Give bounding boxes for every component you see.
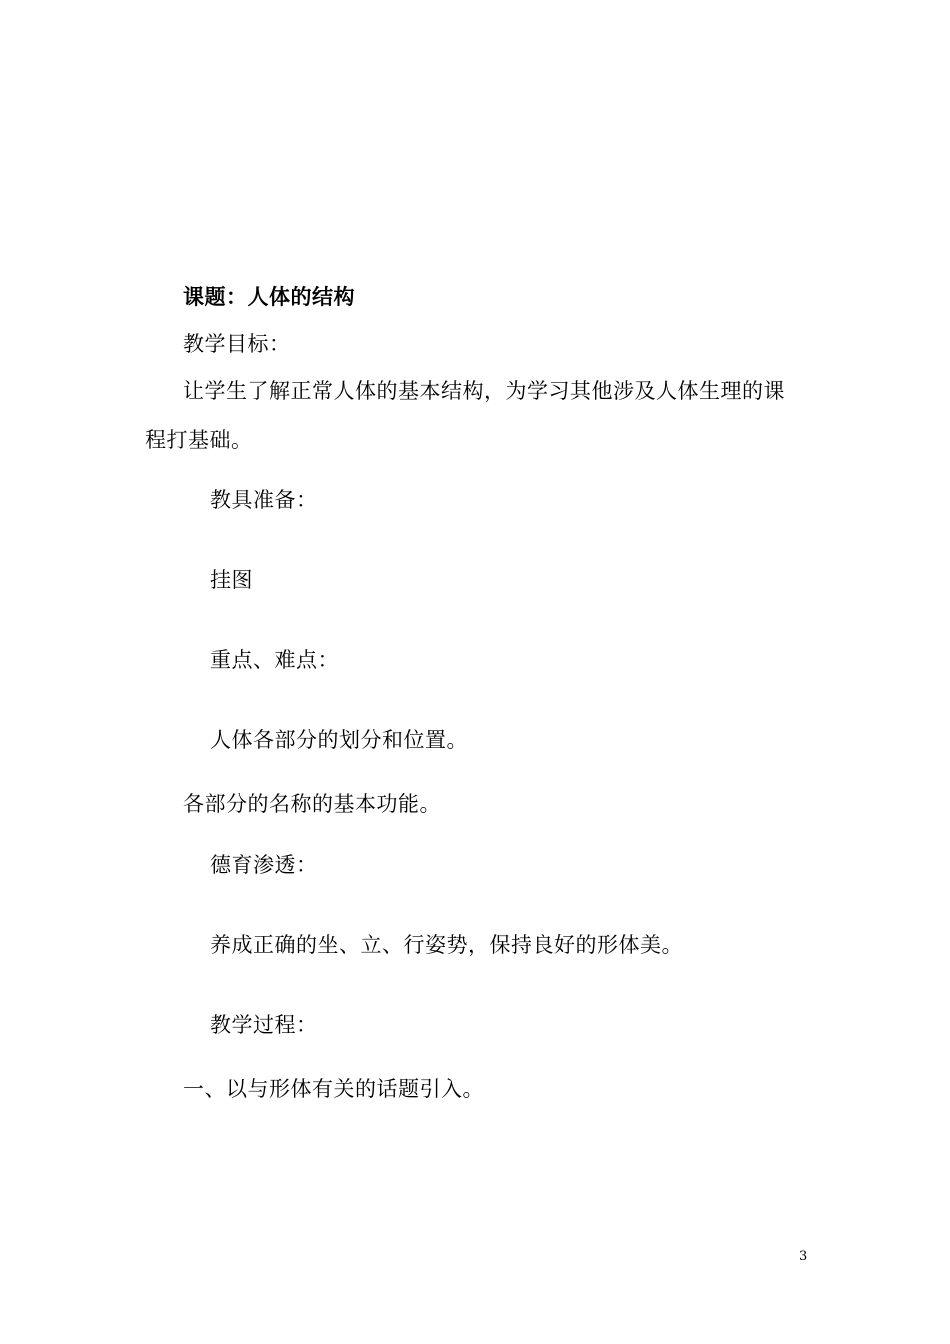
key-text-line-2: 各部分的名称的基本功能。 [183, 792, 441, 816]
goal-heading: 教学目标： [183, 332, 291, 356]
moral-text: 养成正确的坐、立、行姿势，保持良好的形体美。 [210, 933, 683, 957]
moral-heading: 德育渗透： [210, 853, 318, 877]
key-text-line-1: 人体各部分的划分和位置。 [210, 728, 468, 752]
tools-text: 挂图 [210, 568, 253, 592]
page-number: 3 [799, 1249, 808, 1264]
tools-heading: 教具准备： [210, 488, 318, 512]
process-step-1: 一、以与形体有关的话题引入。 [183, 1077, 484, 1101]
process-heading: 教学过程： [210, 1013, 318, 1037]
lesson-title: 课题：人体的结构 [183, 284, 355, 309]
goal-text-line-1: 让学生了解正常人体的基本结构，为学习其他涉及人体生理的课 [183, 379, 785, 403]
key-heading: 重点、难点： [210, 648, 339, 672]
goal-text-line-2: 程打基础。 [145, 428, 253, 452]
